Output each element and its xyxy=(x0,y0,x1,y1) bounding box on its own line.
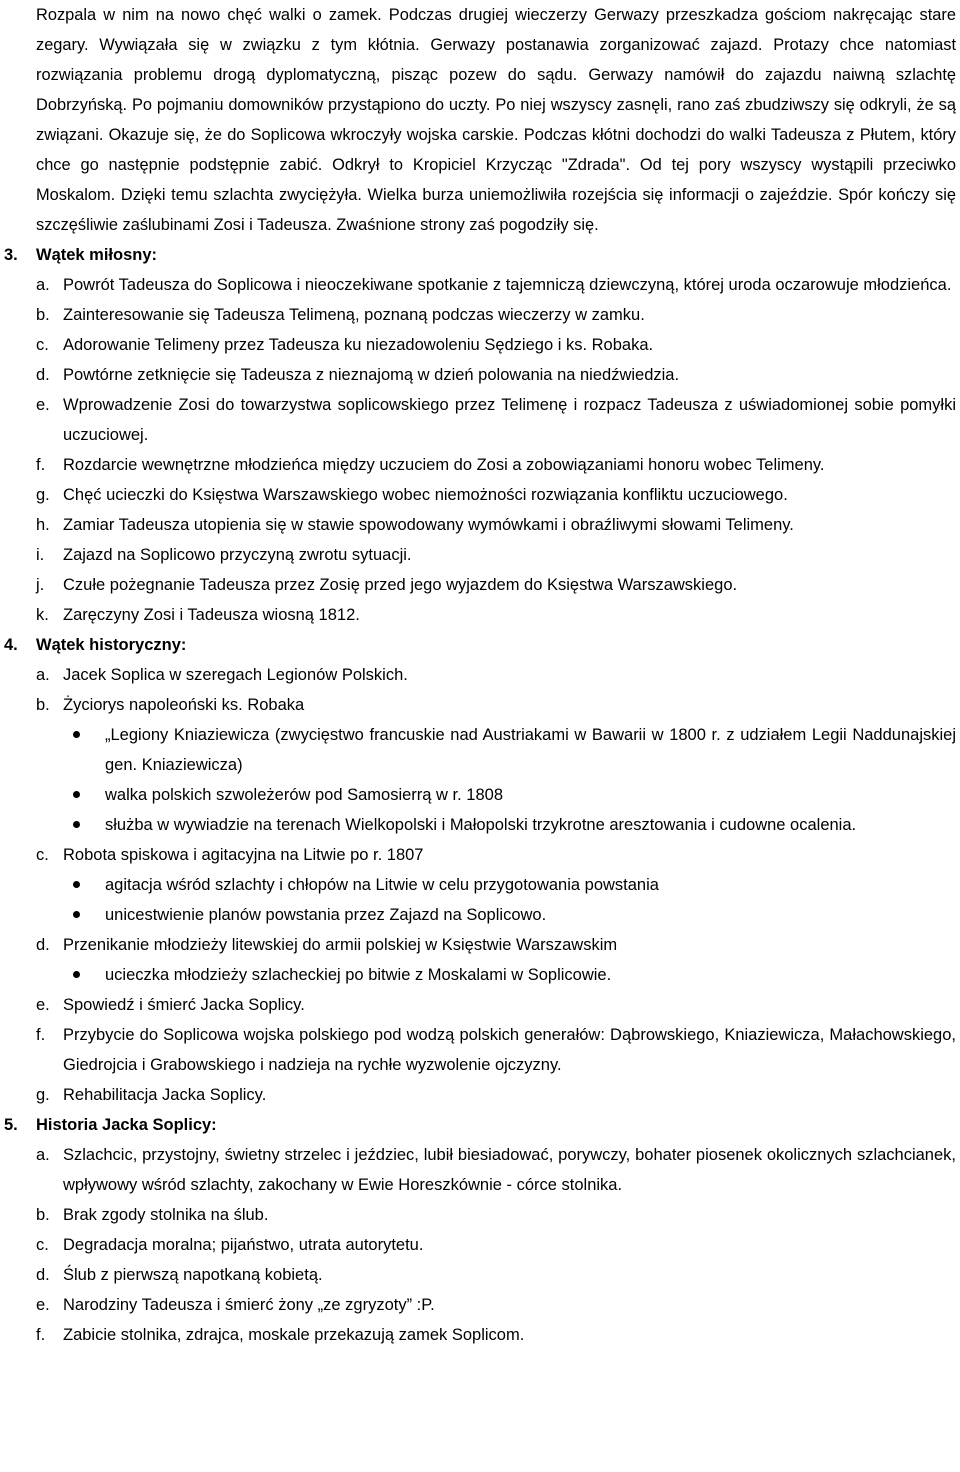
list-item xyxy=(36,1260,956,1290)
section-heading xyxy=(4,1110,956,1140)
sections-container xyxy=(4,240,956,1350)
list-item xyxy=(36,300,956,330)
list-item xyxy=(36,570,956,600)
list-item-label: b. xyxy=(36,1206,50,1224)
bullet-text: służba w wywiadzie na terenach Wielkopolski i Małopolski trzykrotne aresztowania i cudowne ocalenia. xyxy=(105,816,857,834)
list-item xyxy=(36,930,956,960)
list-item-label: h. xyxy=(36,516,50,534)
list-item-label: a. xyxy=(36,666,50,684)
list-item-text: Przenikanie młodzieży litewskiej do armii polskiej w Księstwie Warszawskim xyxy=(63,936,618,954)
section-number: 4. xyxy=(4,636,18,654)
list-item-text: Powtórne zetknięcie się Tadeusza z nieznajomą w dzień polowania na niedźwiedzia. xyxy=(63,366,680,384)
list-item-text: Życiorys napoleoński ks. Robaka xyxy=(63,696,305,714)
section-heading xyxy=(4,240,956,270)
list-item xyxy=(36,510,956,540)
list-item-label: a. xyxy=(36,1146,50,1164)
bullet-text: ucieczka młodzieży szlacheckiej po bitwie z Moskalami w Soplicowie. xyxy=(105,966,612,984)
list-item xyxy=(36,1290,956,1320)
bullet-item xyxy=(36,900,956,930)
list-item-text: Zajazd na Soplicowo przyczyną zwrotu sytuacji. xyxy=(63,546,412,564)
bullet-item xyxy=(36,720,956,780)
list-item-label: a. xyxy=(36,276,50,294)
list-item xyxy=(36,450,956,480)
bullet-dot-icon xyxy=(63,960,105,990)
list-item-text: Rehabilitacja Jacka Soplicy. xyxy=(63,1086,267,1104)
section-title: Wątek miłosny: xyxy=(36,246,158,264)
list-item-text: Zainteresowanie się Tadeusza Telimeną, poznaną podczas wieczerzy w zamku. xyxy=(63,306,645,324)
list-item xyxy=(36,600,956,630)
section-1 xyxy=(4,630,956,1110)
list-item-text: Ślub z pierwszą napotkaną kobietą. xyxy=(63,1266,323,1284)
section-number: 5. xyxy=(4,1116,18,1134)
list-item-text: Brak zgody stolnika na ślub. xyxy=(63,1206,269,1224)
intro-paragraph: Rozpala w nim na nowo chęć walki o zamek. Podczas drugiej wieczerzy Gerwazy przeszkadza gościom nakręcając stare zegary. Wywiązała się w związku z tym kłótnia. Gerwazy postanawia zorganizować zajazd. Protazy chce natomiast rozwiązania problemu drogą dyplomatyczną, pisząc pozew do sądu. Gerwazy namówił do zajazdu naiwną szlachtę Dobrzyńską. Po pojmaniu domowników przystąpiono do uczty. Po niej wszyscy zasnęli, rano zaś zbudziwszy się odkryli, że są związani. Okazuje się, że do Soplicowa wkroczyły wojska carskie. Podczas kłótni dochodzi do walki Tadeusza z Płutem, który chce go następnie podstępnie zabić. Odkrył to Kropiciel Krzycząc "Zdrada". Od tej pory wszyscy wystąpili przeciwko Moskalom. Dzięki temu szlachta zwyciężyła. Wielka burza uniemożliwiła rozejścia się informacji o zajeździe. Spór kończy się szczęśliwie zaślubinami Zosi i Tadeusza. Zwaśnione strony zaś pogodziły się. xyxy=(36,6,956,234)
list-item xyxy=(36,480,956,510)
list-item-text: Wprowadzenie Zosi do towarzystwa soplicowskiego przez Telimenę i rozpacz Tadeusza z uświadomionej sobie pomyłki uczuciowej. xyxy=(63,396,956,444)
list-item xyxy=(36,1140,956,1200)
list-item xyxy=(36,390,956,450)
bullet-dot-icon xyxy=(63,720,105,780)
list-item xyxy=(36,270,956,300)
bullet-dot-icon xyxy=(63,870,105,900)
list-item-label: e. xyxy=(36,996,50,1014)
list-item xyxy=(36,1320,956,1350)
list-item-text: Degradacja moralna; pijaństwo, utrata autorytetu. xyxy=(63,1236,424,1254)
list-item-label: k. xyxy=(36,606,49,624)
bullet-item xyxy=(36,810,956,840)
list-item xyxy=(36,1200,956,1230)
list-item-label: b. xyxy=(36,306,50,324)
bullet-dot-icon xyxy=(63,780,105,810)
list-item-text: Narodziny Tadeusza i śmierć żony „ze zgryzoty” :P. xyxy=(63,1296,435,1314)
list-item-text: Chęć ucieczki do Księstwa Warszawskiego wobec niemożności rozwiązania konfliktu uczuciowego. xyxy=(63,486,788,504)
list-item xyxy=(36,1230,956,1260)
bullet-item xyxy=(36,960,956,990)
list-item xyxy=(36,690,956,720)
list-item xyxy=(36,1080,956,1110)
section-heading xyxy=(4,630,956,660)
list-item-label: c. xyxy=(36,1236,49,1254)
list-item-label: j. xyxy=(36,576,45,594)
list-item xyxy=(36,990,956,1020)
bullet-text: walka polskich szwoleżerów pod Samosierrą w r. 1808 xyxy=(105,786,504,804)
list-item-text: Zamiar Tadeusza utopienia się w stawie spowodowany wymówkami i obraźliwymi słowami Telimeny. xyxy=(63,516,794,534)
list-item xyxy=(36,1020,956,1080)
bullet-text: agitacja wśród szlachty i chłopów na Litwie w celu przygotowania powstania xyxy=(105,876,659,894)
section-number: 3. xyxy=(4,246,18,264)
list-item-label: e. xyxy=(36,1296,50,1314)
list-item-label: d. xyxy=(36,936,50,954)
bullet-dot-icon xyxy=(63,810,105,840)
list-item-label: e. xyxy=(36,396,50,414)
list-item-text: Jacek Soplica w szeregach Legionów Polskich. xyxy=(63,666,408,684)
list-item-label: c. xyxy=(36,336,49,354)
bullet-item xyxy=(36,870,956,900)
section-title: Wątek historyczny: xyxy=(36,636,187,654)
section-0 xyxy=(4,240,956,630)
list-item-text: Przybycie do Soplicowa wojska polskiego pod wodzą polskich generałów: Dąbrowskiego, Kniaziewicza, Małachowskiego, Giedrojcia i Grabowskiego i nadzieja na rychłe wyzwolenie ojczyzny. xyxy=(63,1026,956,1074)
bullet-dot-icon xyxy=(63,900,105,930)
section-2 xyxy=(4,1110,956,1350)
bullet-item xyxy=(36,780,956,810)
list-item-text: Zaręczyny Zosi i Tadeusza wiosną 1812. xyxy=(63,606,360,624)
bullet-text: „Legiony Kniaziewicza (zwycięstwo francuskie nad Austriakami w Bawarii w 1800 r. z udziałem Legii Naddunajskiej gen. Kniaziewicza) xyxy=(105,726,956,774)
list-item-label: f. xyxy=(36,1326,46,1344)
list-item-label: b. xyxy=(36,696,50,714)
list-item xyxy=(36,360,956,390)
section-title: Historia Jacka Soplicy: xyxy=(36,1116,217,1134)
list-item-text: Szlachcic, przystojny, świetny strzelec i jeździec, lubił biesiadować, porywczy, bohater piosenek okolicznych szlachcianek, wpływowy wśród szlachty, zakochany w Ewie Horeszkównie - córce stolnika. xyxy=(63,1146,956,1194)
list-item-text: Robota spiskowa i agitacyjna na Litwie po r. 1807 xyxy=(63,846,424,864)
list-item-label: f. xyxy=(36,456,46,474)
list-item-label: f. xyxy=(36,1026,46,1044)
list-item xyxy=(36,540,956,570)
list-item-label: i. xyxy=(36,546,45,564)
list-item-text: Powrót Tadeusza do Soplicowa i nieoczekiwane spotkanie z tajemniczą dziewczyną, której uroda oczarowuje młodzieńca. xyxy=(63,276,952,294)
list-item-label: c. xyxy=(36,846,49,864)
list-item-text: Rozdarcie wewnętrzne młodzieńca między uczuciem do Zosi a zobowiązaniami honoru wobec Telimeny. xyxy=(63,456,825,474)
list-item-label: g. xyxy=(36,486,50,504)
list-item xyxy=(36,840,956,870)
list-item-label: d. xyxy=(36,366,50,384)
list-item-text: Czułe pożegnanie Tadeusza przez Zosię przed jego wyjazdem do Księstwa Warszawskiego. xyxy=(63,576,738,594)
bullet-text: unicestwienie planów powstania przez Zajazd na Soplicowo. xyxy=(105,906,547,924)
list-item-label: d. xyxy=(36,1266,50,1284)
list-item xyxy=(36,660,956,690)
list-item xyxy=(36,330,956,360)
list-item-text: Spowiedź i śmierć Jacka Soplicy. xyxy=(63,996,305,1014)
list-item-text: Zabicie stolnika, zdrajca, moskale przekazują zamek Soplicom. xyxy=(63,1326,525,1344)
list-item-label: g. xyxy=(36,1086,50,1104)
list-item-text: Adorowanie Telimeny przez Tadeusza ku niezadowoleniu Sędziego i ks. Robaka. xyxy=(63,336,654,354)
